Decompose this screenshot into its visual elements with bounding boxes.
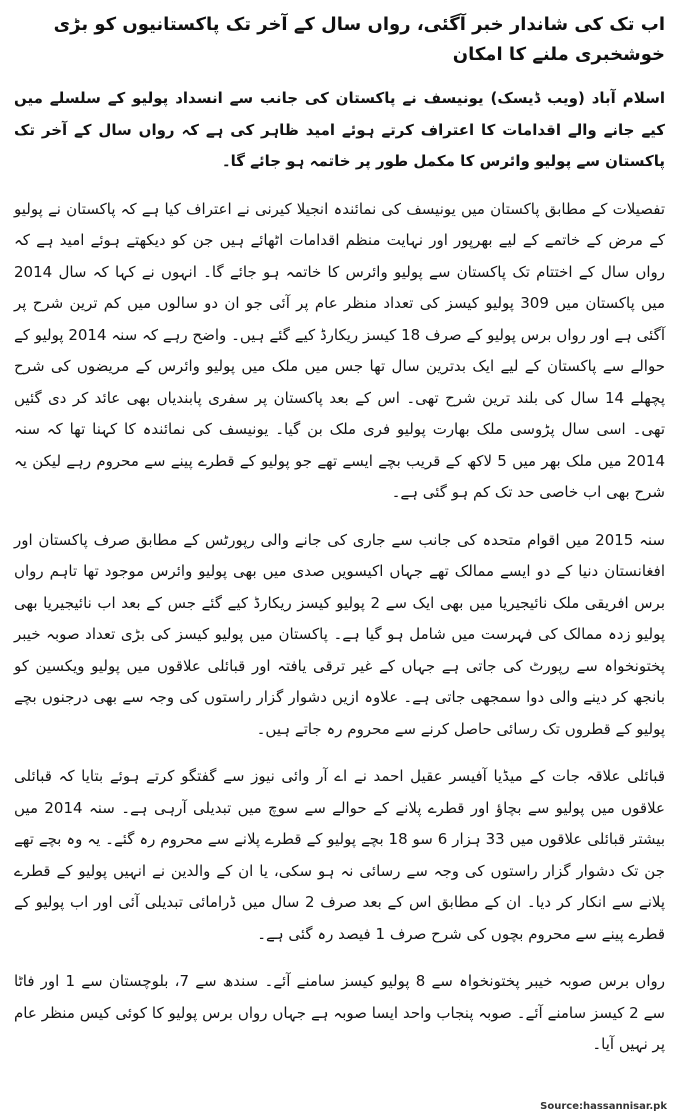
source-credit: Source:hassannisar.pk [540, 1101, 667, 1112]
headline: اب تک کی شاندار خبر آگئی، رواں سال کے آخر تک پاکستانیوں کو بڑی خوشخبری ملنے کا امکان [53, 14, 665, 65]
paragraph-un-report: سنہ 2015 میں اقوام متحدہ کی جانب سے جاری کی جانے والی رپورٹس کے مطابق صرف پاکستان اور افغانستان دنیا کے دو ایسے ممالک تھے جہاں اکیسویں صدی میں بھی پولیو وائرس موجود تھا تاہم رواں برس افریقی ملک نائیجیریا میں بھی ایک سے 2 پولیو کیسز ریکارڈ کیے گئے جس کے بعد اب نائیجیریا بھی پولیو زدہ ممالک کی فہرست میں شامل ہو گیا ہے۔ پاکستان میں پولیو کیسز کی بڑی تعداد صوبہ خیبر پختونخواہ سے رپورٹ کی جاتی ہے جہاں کے غیر ترقی یافتہ اور قبائلی علاقوں میں پولیو ویکسین کو بانجھ کر دینے والی دوا سمجھی جاتی ہے۔ علاوہ ازیں دشوار گزار راستوں کی وجہ سے بھی درجنوں بچے پولیو کے قطروں تک رسائی حاصل کرنے سے محروم رہ جاتے ہیں۔ [14, 530, 666, 738]
paragraph-intro: اسلام آباد (ویب ڈیسک) یونیسف نے پاکستان کی جانب سے انسداد پولیو کے سلسلے میں کیے جانے والے اقدامات کا اعتراف کرتے ہوئے امید ظاہر کی ہے کہ رواں سال کے آخر تک پاکستان سے پولیو وائرس کا مکمل طور پر خاتمہ ہو جائے گا۔ [14, 89, 665, 170]
paragraph-tribal-areas: قبائلی علاقہ جات کے میڈیا آفیسر عقیل احمد نے اے آر وائی نیوز سے گفتگو کرتے ہوئے بتایا کہ قبائلی علاقوں میں پولیو سے بچاؤ اور قطرے پلانے کے حوالے سے سوچ میں تبدیلی آرہی ہے۔ سنہ 2014 میں بیشتر قبائلی علاقوں میں 33 ہزار 6 سو 18 بچے پولیو کے قطرے پلانے سے محروم رہ گئے۔ یہ وہ بچے تھے جن تک دشوار گزار راستوں کی وجہ سے رسائی نہ ہو سکی، یا ان کے والدین نے انہیں پولیو کے قطرے پلانے سے انکار کر دیا۔ ان کے مطابق اس کے بعد صرف 2 سال میں ڈرامائی تبدیلی آئی اور اب پولیو کے قطرے پینے سے محروم بچوں کی شرح صرف 1 فیصد رہ گئی ہے۔ [14, 767, 665, 943]
paragraph-provincial-cases: رواں برس صوبہ خیبر پختونخواہ سے 8 پولیو کیسز سامنے آئے۔ سندھ سے 7، بلوچستان سے 1 اور فاٹا سے 2 کیسز سامنے آئے۔ صوبہ پنجاب واحد ایسا صوبہ ہے جہاں رواں برس پولیو کا کوئی کیس منظر عام پر نہیں آیا۔ [14, 972, 665, 1053]
paragraph-details: تفصیلات کے مطابق پاکستان میں یونیسف کی نمائندہ انجیلا کیرنی نے اعتراف کیا ہے کہ پاکستان نے پولیو کے مرض کے خاتمے کے لیے بھرپور اور نہایت منظم اقدامات اٹھائے ہیں جن کو دیکھتے ہوئے امید ہے کہ رواں سال کے اختتام تک پاکستان سے پولیو وائرس کا خاتمہ ہو جائے گا۔ انہوں نے کہا کہ سال 2014 میں پاکستان میں 309 پولیو کیسز کی تعداد منظر عام پر آئی جو ان دو سالوں میں کم ترین شرح پر آگئی ہے اور رواں برس پولیو کے صرف 18 کیسز ریکارڈ کیے گئے ہیں۔ واضح رہے کہ سنہ 2014 پولیو کے حوالے سے پاکستان کے لیے ایک بدترین سال تھا جس میں ملک میں پولیو وائرس کے مریضوں کی شرح پچھلے 14 سال کی بلند ترین شرح تھی۔ اس کے بعد پاکستان پر سفری پابندیاں بھی عائد کر دی گئیں تھی۔ اسی سال پڑوسی ملک بھارت پولیو فری ملک بن گیا۔ یونیسف کی نمائندہ کا کہنا تھا کہ سنہ 2014 میں ملک بھر میں 5 لاکھ کے قریب بچے ایسے تھے جو پولیو کے قطرے پینے سے محروم رہے لیکن یہ شرح بھی اب خاصی حد تک کم ہو گئی ہے۔ [14, 199, 666, 501]
